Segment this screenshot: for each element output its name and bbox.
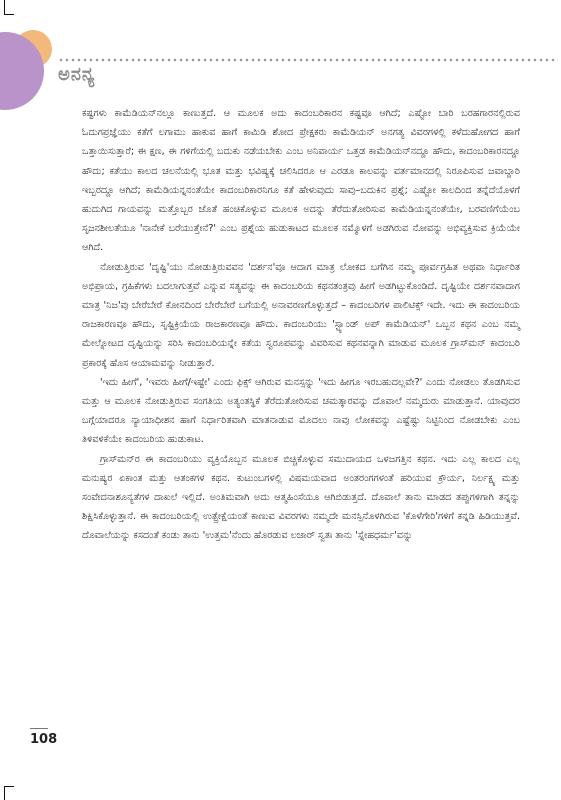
- page-number-rule: [30, 728, 48, 729]
- magazine-logo: ಅನನ್ಯ: [58, 64, 96, 85]
- page-header: [0, 0, 561, 110]
- paragraph-3: 'ಇದು ಹೀಗೆ', 'ಇವರು ಹೀಗೆ/ಇಷ್ಟೇ' ಎಂದು ಫಿಕ್ಸ್ ಆಗಿರುವ ಮನಸ್ಸನ್ನು 'ಇದು ಹೀಗೂ ಇರಬಹುದಲ್ಲವೇ?' ಎಂದು ನೋಡಲು ತೊಡಗಿಸುವ ಮತ್ತು ಆ ಮೂಲಕ ನೋಡುತ್ತಿರುವ ಸಂಗತಿಯ ಅತ್ಯಂತಸ್ಥಿಕೆ ತೆರೆದುತೋರಿಸುವ ಚಮತ್ಕಾರವನ್ನು ದೊವಾಲೆ ನಮ್ಮದುರು ಮಾಡುತ್ತಾನೆ. ಯಾವುದರ ಬಗ್ಗೆಯಾದರೂ ನ್ಯಾಯಾಧೀಶನ ಹಾಗೆ ನಿರ್ಧಾರಿತವಾಗಿ ಮಾತನಾಡುವ ಮೊದಲು ನಾವು ಲೋಕವನ್ನು ಎಷ್ಟೆಷ್ಟು ನಿಟ್ಟಿನಿಂದ ನೋಡಬೇಕು ಎಂಬ ತಿಳಿವಳಿಕೆಯೇ ಕಾದಂಬರಿಯ ಹುಡುಕಾಟ.: [82, 376, 520, 446]
- page-number: 108: [30, 732, 58, 747]
- crop-mark-bottom-left-horizontal: [4, 786, 14, 787]
- article-body: [82, 104, 520, 546]
- dotted-rule: [58, 58, 558, 62]
- paragraph-2: ನೋಡುತ್ತಿರುವ 'ದೃಷ್ಟಿ'ಯು ನೋಡುತ್ತಿರುವವನ 'ದರ್ಶನ'ವೂ ಆದಾಗ ಮಾತ್ರ ಲೋಕದ ಬಗೆಗಿನ ನಮ್ಮ ಪೂರ್ವಗ್ರಹಿತ ಅಥವಾ ನಿರ್ಧಾರಿತ ಅಭಿಪ್ರಾಯ, ಗ್ರಹಿಕೆಗಳು ಬದಲಾಗುತ್ತವೆ ಎನ್ನುವ ಸತ್ಯವನ್ನು ಈ ಕಾದಂಬರಿಯ ಕಥನತಂತ್ರವು ಹೀಗೆ ಅಡಗಿಟ್ಟುಕೊಂಡಿದೆ. ದೃಷ್ಟಿಯೇ ದರ್ಶನವಾದಾಗ ಮಾತ್ರ 'ನಿಜ'ವು ಬೇರೆಬೇರೆ ಕೋನದಿಂದ ಬೇರೆಬೇರೆ ಬಗೆಯಲ್ಲಿ ಅನಾವರಣಗೊಳ್ಳುತ್ತದೆ – ಕಾದಂಬರಿಗಳ ಪಾಲಿಟಿಕ್ಸ್ ಇದೇ. ಇದು ಈ ಕಾದಂಬರಿಯ ರಾಜಕಾರಣವೂ ಹೌದು, ಸೃಷ್ಟಿಕ್ರಿಯೆಯ ರಾಜಕಾರಣವೂ ಹೌದು. ಕಾದಂಬರಿಯು 'ಸ್ಟ್ಯಾಂಡ್ ಅಪ್ ಕಾಮೆಡಿಯನ್' ಒಬ್ಬನ ಕಥನ ಎಂಬ ನಮ್ಮ ಮೇಲ್ನೋಟದ ದೃಷ್ಟಿಯನ್ನು ಸರಿಸಿ ಕಾದಂಬರಿಯನ್ನೇ ಕತೆಯ ಸ್ವರೂಪವನ್ನು ವಿವರಿಸುವ ಕಥನವನ್ನಾಗಿ ಮಾಡುವ ಮೂಲಕ ಗ್ರಾಸ್‌ಮನ್ ಕಾದಂಬರಿ ಪ್ರಕಾರಕ್ಕೆ ಹೊಸ ಆಯಾಮವನ್ನು ನೀಡುತ್ತಾರೆ.: [82, 261, 520, 369]
- paragraph-1: ಕಷ್ಟಗಳು ಕಾಮೆಡಿಯನ್‌ನಲ್ಲೂ ಕಾಣುತ್ತದೆ. ಆ ಮೂಲಕ ಅದು ಕಾದಂಬರಿಕಾರನ ಕಷ್ಟವೂ ಆಗಿದೆ; ಎಷ್ಟೋ ಬಾರಿ ಬರಹಗಾರನಲ್ಲಿರುವ ಓದುಗಪ್ರಜ್ಞೆಯು ಕತೆಗೆ ಲಗಾಮು ಹಾಕುವ ಹಾಗೆ ಕಾಮಿಡಿ ಶೋದ ಪ್ರೇಕ್ಷಕರು ಕಾಮೆಡಿಯನ್ ಅನಗತ್ಯ ವಿವರಗಳಲ್ಲಿ ಕಳೆದುಹೋಗದ ಹಾಗೆ ಒತ್ತಾಯಿಸುತ್ತಾರೆ; ಈ ಕ್ಷಣ, ಈ ಗಳಿಗೆಯಲ್ಲಿ ಬದುಕು ನಡೆಯಬೇಕು ಎಂಬ ಅನಿವಾರ್ಯ ಒತ್ತಡ ಕಾಮೆಡಿಯನ್‌ನದ್ದೂ ಹೌದು, ಕಾದಂಬರಿಕಾರನದ್ದೂ ಹೌದು; ಕತೆಯು ಕಾಲದ ಚಲನೆಯಲ್ಲಿ ಭೂತ ಮತ್ತು ಭವಿಷ್ಯಕ್ಕೆ ಚಲಿಸಿದರೂ ಆ ಎರಡೂ ಕಾಲವನ್ನು ವರ್ತಮಾನದಲ್ಲಿ ನಿರೂಪಿಸುವ ಜವಾಬ್ದಾರಿ ಇಬ್ಬರದ್ದೂ ಆಗಿದೆ; ಕಾಮೆಡಿಯನ್ನನಂತೆಯೇ ಕಾದಂಬರಿಕಾರನಿಗೂ ಕತೆ ಹೇಳುವುದು ಸಾವು–ಬದುಕಿನ ಪ್ರಶ್ನೆ; ಎಷ್ಟೋ ಕಾಲದಿಂದ ತನ್ನೆದೆಯೊಳಗೆ ಹುದುಗಿದ ಗಾಯವನ್ನು ಮತ್ತೊಬ್ಬರ ಜೊತೆ ಹಂಚಿಕೊಳ್ಳುವ ಮೂಲಕ ಅದನ್ನು ತೆರೆದುತೋರಿಸುವ ಕಾಮೆಡಿಯನ್ನನಂತೆಯೇ, ಬರವಣಿಗೆಯೆಂಬ ಸೃಜನಶೀಲತೆಯೂ 'ನಾನೇಕೆ ಬರೆಯುತ್ತೇನೆ?' ಎಂಬ ಪ್ರಶ್ನೆಯ ಹುಡುಕಾಟದ ಮೂಲಕ ನಮ್ಮೊಳಗೆ ಅಡಗಿರುವ ನೋವನ್ನು ಅಭಿವ್ಯಕ್ತಿಸುವ ಕ್ರಿಯೆಯೇ ಆಗಿದೆ.: [82, 108, 520, 254]
- crop-mark-bottom-left-vertical: [4, 786, 5, 800]
- paragraph-4: ಗ್ರಾಸ್‌ಮನ್‌ರ ಈ ಕಾದಂಬರಿಯು ವ್ಯಕ್ತಿಯೊಬ್ಬನ ಮೂಲಕ ಬಿಚ್ಚಿಕೊಳ್ಳುವ ಸಮುದಾಯದ ಒಳಜಗತ್ತಿನ ಕಥನ. ಇದು ಎಲ್ಲ ಕಾಲದ ಎಲ್ಲ ಮನುಷ್ಯರ ಏಕಾಂತ ಮತ್ತು ಆತಂಕಗಳ ಕಥನ. ಕುಟುಂಬಗಳಲ್ಲಿ ವಿಷಮಯವಾದ ಅಂತರಂಗಗಳಂತೆ ಹರಿಯುವ ಕ್ರೌರ್ಯ, ನಿರ್ಲಕ್ಷ್ಯ ಮತ್ತು ಸಂವೇದನಾಶೂನ್ಯತೆಗಳ ದಾಖಲೆ ಇಲ್ಲಿದೆ. ಅಂತಿಮವಾಗಿ ಅದು ಆತ್ಮಹಿಂಸೆಯೂ ಆಗಿಬಿಡುತ್ತದೆ. ದೊವಾಲೆ ತಾನು ಮಾಡದ ತಪ್ಪುಗಳಿಗಾಗಿ ತನ್ನನ್ನು ಶಿಕ್ಷಿಸಿಕೊಳ್ಳುತ್ತಾನೆ. ಈ ಕಾದಂಬರಿಯಲ್ಲಿ ಉತ್ಪ್ರೇಕ್ಷೆಯಂತೆ ಕಾಣುವ ವಿವರಗಳು ನಮ್ಮದೇ ಮನಸ್ಸಿನೊಳಗಿರುವ 'ಕೊಳೆಗೇರಿ'ಗಳಿಗೆ ಕನ್ನಡಿ ಹಿಡಿಯುತ್ತವೆ. ದೊವಾಲೆಯನ್ನು ಕಸದಂತೆ ಕಂಡು ತಾನು 'ಉತ್ತಮ'ನೆಂದು ಹೊರಡುವ ಲಜಾರ್ ಸ್ವತಃ ತಾನು 'ಸ್ನೇಹಧರ್ಮ'ವನ್ನು: [82, 453, 520, 542]
